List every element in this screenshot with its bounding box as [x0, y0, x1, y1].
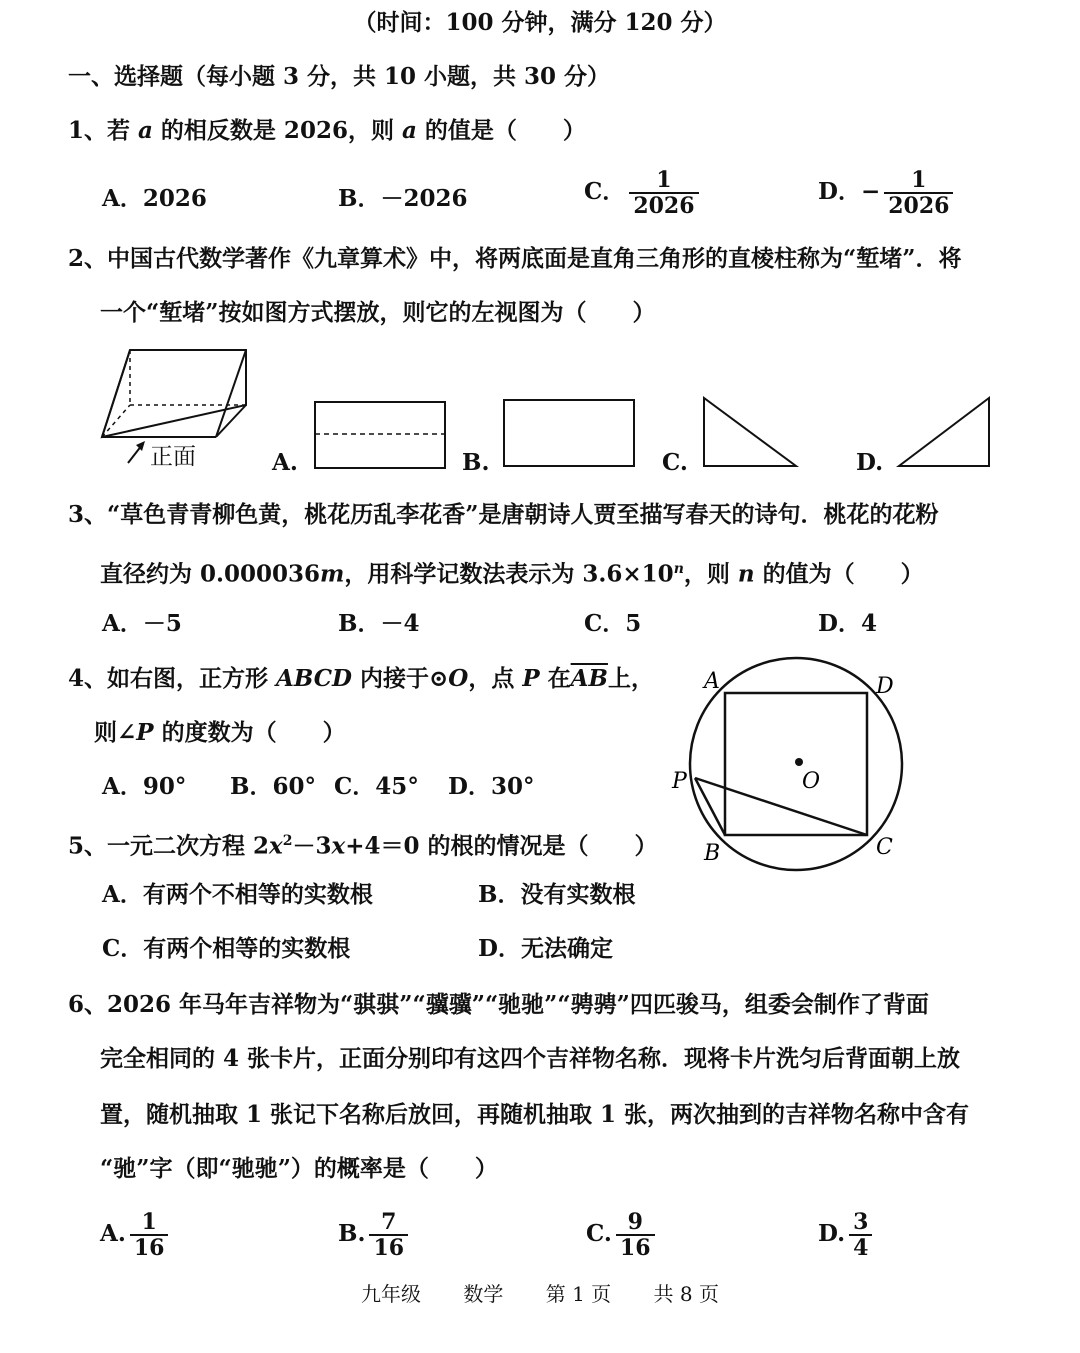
- q5-stem: 5、一元二次方程 $2x^2-3x+4=0$ 的根的情况是（ ）: [68, 832, 658, 860]
- label-d: D: [876, 674, 894, 699]
- label-o: O: [802, 769, 821, 794]
- section-title: 一、选择题（每小题 3 分，共 10 小题，共 30 分）: [68, 63, 611, 90]
- q2-stem-line1: 2、中国古代数学著作《九章算术》中，将两底面是直角三角形的直棱柱称为“堑堵”．将: [68, 245, 962, 272]
- q4-option-b: B．60°: [230, 773, 316, 800]
- circle-square-figure: [668, 666, 908, 866]
- q1-stem: 1、若 a 的相反数是 2026，则 a 的值是（ ）: [68, 117, 586, 144]
- label-c: C: [876, 835, 893, 860]
- q3-option-b: B．－4: [338, 610, 420, 637]
- q6-stem-line3: 置，随机抽取 1 张记下名称后放回，再随机抽取 1 张，两次抽到的吉祥物名称中含有: [100, 1101, 970, 1128]
- q4-option-a: A．90°: [102, 773, 187, 800]
- q2-option-a-figure: [313, 400, 448, 470]
- q2-option-b-figure: [502, 398, 637, 468]
- q6-stem-line1: 6、2026 年马年吉祥物为“骐骐”“骥骥”“驰驰”“骋骋”四匹骏马，组委会制作了背面: [68, 991, 929, 1018]
- q5-option-d: D．无法确定: [478, 935, 613, 962]
- label-p: P: [672, 769, 687, 794]
- q2-option-d-label: D.: [856, 449, 884, 476]
- q3-option-c: C．5: [584, 610, 642, 637]
- q1-option-d: D．− $\frac{1}{2026}$: [818, 168, 953, 218]
- time-note: （时间：100 分钟，满分 120 分）: [353, 9, 727, 36]
- label-b: B: [704, 841, 721, 866]
- q2-option-c-label: C.: [662, 449, 688, 476]
- front-label: 正面: [150, 444, 196, 470]
- q6-option-d: D. $\frac{3}{4}$: [818, 1210, 872, 1260]
- footer-total: 共 8 页: [653, 1282, 719, 1306]
- footer-grade: 九年级: [361, 1282, 421, 1306]
- q2-option-c-figure: [702, 396, 802, 468]
- q1-option-b: B．－2026: [338, 185, 468, 212]
- q2-option-d-figure: [897, 396, 992, 468]
- q3-stem-line1: 3、“草色青青柳色黄，桃花历乱李花香”是唐朝诗人贾至描写春天的诗句．桃花的花粉: [68, 501, 939, 528]
- q3-stem-line2: 直径约为 0.000036m，用科学记数法表示为 $3.6\times 10^n$，则 n 的值为（ ）: [100, 560, 924, 588]
- q4-stem-line1: 4、如右图，正方形 ABCD 内接于⊙O，点 P 在$\overline{AB}$上，: [68, 665, 654, 692]
- q6-option-b: B. $\frac{7}{16}$: [338, 1210, 408, 1260]
- q4-option-d: D．30°: [448, 773, 535, 800]
- q1-option-a: A．2026: [102, 185, 207, 212]
- q6-option-c: C. $\frac{9}{16}$: [586, 1210, 655, 1260]
- q6-option-a: A. $\frac{1}{16}$: [100, 1210, 168, 1260]
- footer-page: 第 1 页: [545, 1282, 612, 1306]
- q5-option-b: B．没有实数根: [478, 881, 636, 908]
- q1-option-c: C． $\frac{1}{2026}$: [584, 168, 699, 218]
- q5-option-a: A．有两个不相等的实数根: [102, 881, 373, 908]
- q6-stem-line2: 完全相同的 4 张卡片，正面分别印有这四个吉祥物名称．现将卡片洗匀后背面朝上放: [100, 1045, 961, 1072]
- q2-stem-line2: 一个“堑堵”按如图方式摆放，则它的左视图为（ ）: [100, 299, 656, 326]
- q2-option-a-label: A.: [272, 449, 298, 476]
- page-footer: [0, 1278, 1080, 1307]
- q4-stem-line2: 则∠P 的度数为（ ）: [94, 719, 346, 746]
- footer-subject: 数学: [463, 1282, 504, 1306]
- q2-option-b-label: B.: [462, 449, 490, 476]
- label-a: A: [704, 669, 720, 694]
- q5-option-c: C．有两个相等的实数根: [102, 935, 351, 962]
- q4-option-c: C．45°: [334, 773, 419, 800]
- q3-option-d: D．4: [818, 610, 877, 637]
- q6-stem-line4: “驰”字（即“驰驰”）的概率是（ ）: [100, 1155, 498, 1182]
- q3-option-a: A．－5: [102, 610, 182, 637]
